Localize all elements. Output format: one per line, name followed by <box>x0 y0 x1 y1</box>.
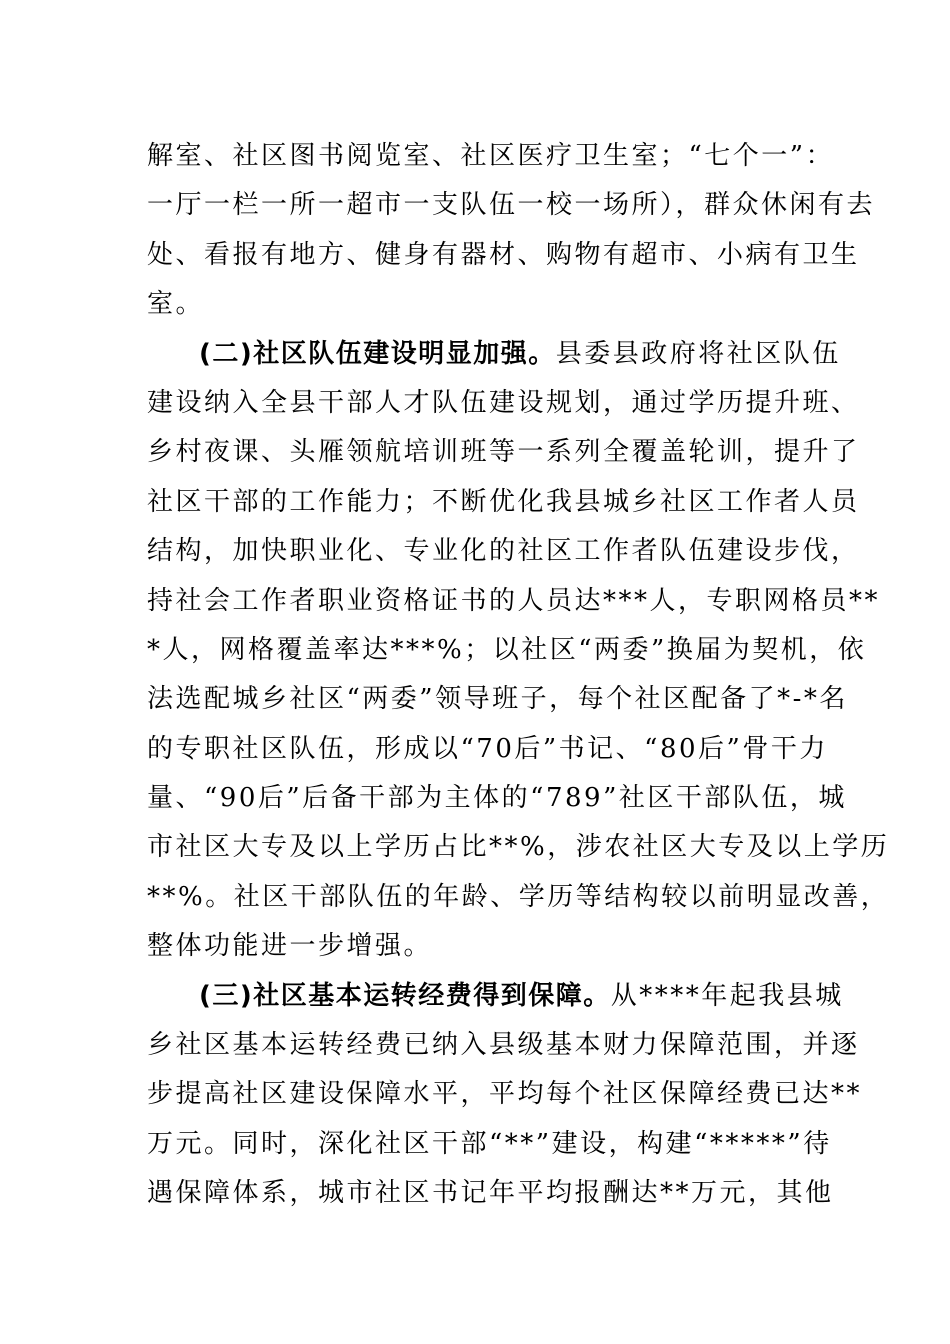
text-line: 乡村夜课、头雁领航培训班等一系列全覆盖轮训，提升了 <box>147 437 860 468</box>
text-line: 建设纳入全县干部人才队伍建设规划，通过学历提升班、 <box>147 387 860 418</box>
text-line: 法选配城乡社区“两委”领导班子，每个社区配备了*-*名 <box>147 684 848 715</box>
text-line: 一厅一栏一所一超市一支队伍一校一场所），群众休闲有去 <box>147 190 876 221</box>
text-line: 处、看报有地方、健身有器材、购物有超市、小病有卫生 <box>147 239 860 270</box>
text-run: 县委县政府将社区队伍 <box>555 338 841 369</box>
text-line: 遇保障体系，城市社区书记年平均报酬达**万元，其他 <box>147 1178 834 1209</box>
section-heading: (三)社区基本运转经费得到保障。 <box>199 980 611 1011</box>
text-line: 室。 <box>147 289 205 320</box>
text-line: 步提高社区建设保障水平，平均每个社区保障经费已达** <box>147 1079 863 1110</box>
text-line <box>147 330 841 379</box>
paragraph <box>147 132 876 330</box>
text-line: 持社会工作者职业资格证书的人员达***人，专职网格员** <box>147 585 881 616</box>
text-line: 乡社区基本运转经费已纳入县级基本财力保障范围，并逐 <box>147 1030 860 1061</box>
text-line: 市社区大专及以上学历占比**%，涉农社区大专及以上学历 <box>147 832 890 863</box>
text-line: 整体功能进一步增强。 <box>147 931 433 962</box>
text-line: 社区干部的工作能力；不断优化我县城乡社区工作者人员 <box>147 486 860 517</box>
text-line: 万元。同时，深化社区干部“**”建设，构建“*****”待 <box>147 1128 832 1159</box>
text-line: 解室、社区图书阅览室、社区医疗卫生室；“七个一”： <box>147 141 835 171</box>
section-heading: (二)社区队伍建设明显加强。 <box>199 338 556 369</box>
text-line: *人，网格覆盖率达***%；以社区“两委”换届为契机，依 <box>147 634 867 665</box>
paragraph <box>147 330 890 972</box>
text-line: 量、“90后”后备干部为主体的“789”社区干部队伍，城 <box>147 783 847 814</box>
text-line <box>147 972 844 1021</box>
paragraph <box>147 972 863 1219</box>
document-body <box>147 132 890 1219</box>
text-line: 结构，加快职业化、专业化的社区工作者队伍建设步伐， <box>147 536 860 567</box>
text-line: **%。社区干部队伍的年龄、学历等结构较以前明显改善， <box>147 881 890 912</box>
text-line: 的专职社区队伍，形成以“70后”书记、“80后”骨干力 <box>147 733 828 764</box>
text-run: 从****年起我县城 <box>610 980 844 1011</box>
